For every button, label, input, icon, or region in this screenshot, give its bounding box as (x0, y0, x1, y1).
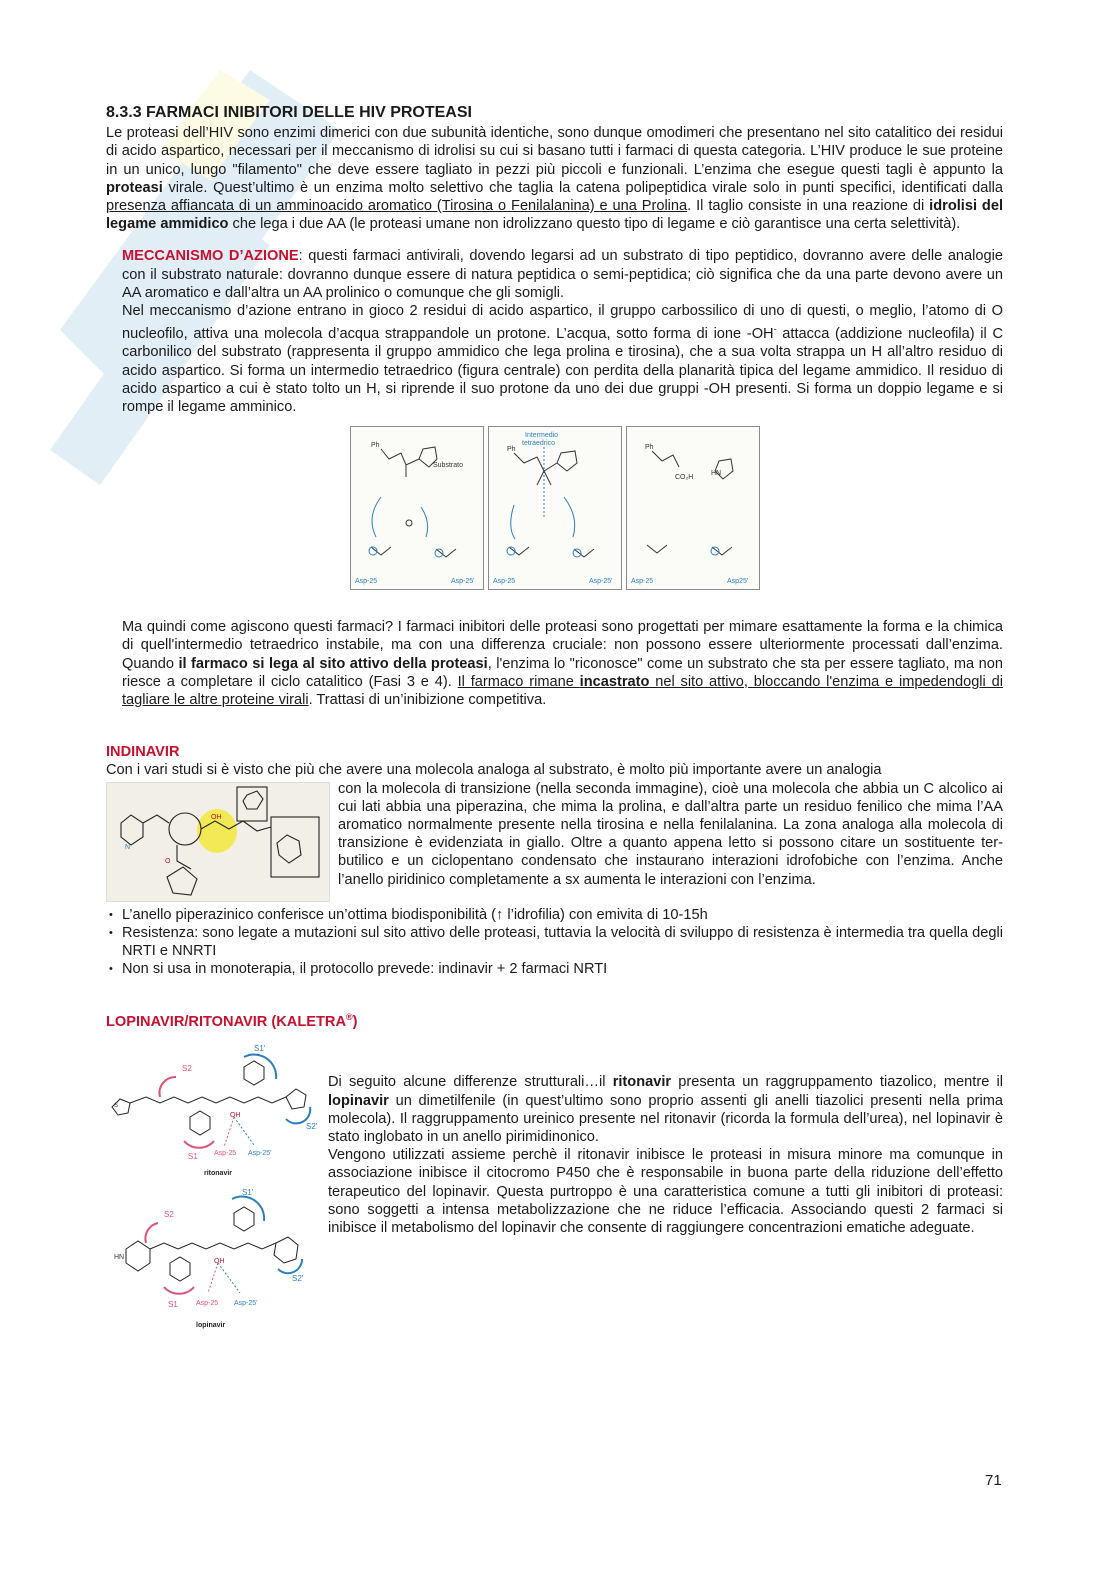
svg-text:OH: OH (211, 813, 222, 821)
svg-text:CO₂H: CO₂H (675, 474, 694, 482)
svg-text:S1': S1' (242, 1188, 254, 1198)
svg-text:Asp-25': Asp-25' (589, 578, 613, 586)
indinavir-title: INDINAVIR (106, 744, 180, 761)
svg-text:Asp25': Asp25' (727, 578, 749, 586)
svg-text:S1: S1 (188, 1152, 198, 1162)
svg-text:Intermedio: Intermedio (525, 432, 559, 440)
svg-text:OH: OH (230, 1112, 241, 1120)
svg-text:HN: HN (711, 470, 722, 478)
mechanism-block (106, 247, 1003, 416)
svg-text:Asp-25: Asp-25 (355, 578, 378, 586)
svg-text:S2': S2' (292, 1274, 304, 1284)
indinavir-structure-figure (106, 782, 330, 902)
how-they-work-block (106, 618, 1003, 709)
svg-text:lopinavir: lopinavir (196, 1322, 226, 1330)
indinavir-paragraph: con la molecola di transizione (nella seconda immagine), cioè una molecola che abbia un C alcolico ai cui lati abbia una piperazina, che mima la prolina, e dall’altra parte un residuo fenilico che mima l’AA aromatico normalmente presente nella tirosina e nella fenilalanina. La zona analoga alla molecola di transizione è evidenziata in giallo. Oltre a quanto appena letto si possono citare un sostituente ter-butilico e un ciclopentano condensato che instaurano interazioni idrofobiche con l’enzima. Anche l’anello piridinico completamente a sx aumenta le interazioni con l’enzima. (338, 780, 1003, 888)
kaletra-paragraph-2: Vengono utilizzati assieme perchè il ritonavir inibisce le proteasi in misura minore ma comunque in associazione inibisce il citocromo P450 che è responsabile in buona parte della riduzione dell’effetto terapeutico del lopinavir. Questa purtroppo è una caratteristica comune a tutti gli inibitori di proteasi: sono soggetti a intensa metabolizzazione che ne riduce l’efficacia. Associando questi 2 farmaci si inibisce il metabolismo del lopinavir che consente di raggiungere concentrazioni ematiche adeguate. (328, 1147, 1003, 1237)
svg-text:Ph: Ph (371, 442, 380, 450)
section-title: 8.3.3 FARMACI INIBITORI DELLE HIV PROTEASI (106, 104, 472, 121)
intro-paragraph: Le proteasi dell’HIV sono enzimi dimerici con due subunità identiche, sono dunque omodimeri che presentano nel sito catalitico dei residui di acido aspartico, necessari per il meccanismo di idrolisi su cui si basano tutti i farmaci di questa categoria. L’HIV produce le sue proteine in un unico, lungo "filamento" che deve essere tagliato in pezzi più piccoli e funzionali. L’enzima che esegue questi tagli è appunto la proteasi virale. Quest’ultimo è un enzima molto selettivo che taglia la catena polipeptidica virale solo in punti specifici, identificati dalla presenza affiancata di un amminoacido aromatico (Tirosina o Fenilalanina) e una Prolina. Il taglio consiste in una reazione di idrolisi del legame ammidico che lega i due AA (le proteasi umane non idrolizzano questo tipo di legame e ciò garantisce una certa selettività). (106, 125, 1003, 233)
list-item: • Resistenza: sono legate a mutazioni sul sito attivo delle proteasi, tuttavia la velocità di sviluppo di resistenza è intermedia tra quella degli NRTI e NNRTI (106, 924, 1003, 960)
indinavir-first-line: Con i vari studi si è visto che più che avere una molecola analoga al substrato, è molto più importante avere un analogia (106, 762, 882, 779)
svg-text:ritonavir: ritonavir (204, 1170, 233, 1178)
mechanism-label: MECCANISMO D’AZIONE (122, 248, 299, 265)
svg-text:Asp-25': Asp-25' (234, 1300, 258, 1308)
kaletra-paragraph-1: Di seguito alcune differenze strutturali…il ritonavir presenta un raggruppamento tiazolico, mentre il lopinavir un dimetilfenile (in quest’ultimo sono proprio assenti gli anelli tiazolici presenti nella prima molecola). Il raggruppamento ureinico presente nel ritonavir (ricorda la formula dell’urea), nel lopinavir è stato inglobato in un anello pirimidinonico. (328, 1074, 1003, 1146)
how-they-work-paragraph: Ma quindi come agiscono questi farmaci? I farmaci inibitori delle proteasi sono progettati per mimare esattamente la forma e la chimica di quell'intermedio tetraedrico instabile, ma con una differenza cruciale: non possono essere ulteriormente processati dall’enzima. Quando il farmaco si lega al sito attivo della proteasi, l'enzima lo "riconosce" come un substrato che sta per essere tagliato, ma non riesce a completare il ciclo catalitico (Fasi 3 e 4). Il farmaco rimane incastrato nel sito attivo, bloccando l'enzima e impedendogli di tagliare le altre proteine virali. Trattasi di un’inibizione competitiva. (122, 619, 1004, 708)
panel-tetrahedral-intermediate (488, 426, 622, 590)
indinavir-body (106, 780, 1003, 902)
svg-text:Asp-25': Asp-25' (248, 1150, 272, 1158)
mechanism-paragraph-2: Nel meccanismo d’azione entrano in gioco 2 residui di acido aspartico, il gruppo carbossilico di uno di questi, o meglio, l’atomo di O nucleofilo, attiva una molecola d’acqua strappandole un protone. L’acqua, sotto forma di ione -OH- attacca (addizione nucleofila) il C carbonilico del substrato (rappresenta il gruppo ammidico che lega prolina e tirosina), che a sua volta strappa un H all’altro residuo di acido aspartico. Si forma un intermedio tetraedrico (figura centrale) con perdita della planarità tipica del legame ammidico. Il residuo di acido aspartico a cui è stato tolto un H, si riprende il suo protone da uno dei due gruppi -OH presenti. Si forma un doppio legame e si rompe il legame amminico. (122, 303, 1003, 415)
svg-text:Ph: Ph (507, 446, 516, 454)
list-item: • L’anello piperazinico conferisce un’ottima biodisponibilità (↑ l’idrofilia) con emivita di 10-15h (106, 906, 1003, 924)
svg-text:HN: HN (114, 1254, 125, 1262)
svg-text:S1: S1 (168, 1300, 178, 1310)
svg-text:Asp-25: Asp-25 (214, 1150, 237, 1158)
svg-text:tetraedrico: tetraedrico (522, 440, 556, 448)
kaletra-title: LOPINAVIR/RITONAVIR (KALETRA®) (106, 1012, 358, 1031)
indinavir-bullet-list (106, 906, 1003, 979)
panel-products (626, 426, 760, 590)
svg-text:S: S (114, 1103, 119, 1110)
svg-text:Asp-25: Asp-25 (493, 578, 516, 586)
mechanism-paragraph-1: MECCANISMO D’AZIONE: questi farmaci antivirali, dovendo legarsi ad un substrato di tipo peptidico, dovranno avere delle analogie con il substrato naturale: dovranno dunque essere di natura peptidica o semi-peptidica; ciò significa che da una parte devono avere un AA aromatico e dall’altra un AA prolinico o comunque che gli somigli. (122, 248, 1003, 301)
svg-text:Asp-25: Asp-25 (196, 1300, 219, 1308)
ritonavir-lopinavir-structures (106, 1037, 318, 1337)
svg-text:Ph: Ph (645, 444, 654, 452)
list-item: • Non si usa in monoterapia, il protocollo prevede: indinavir + 2 farmaci NRTI (106, 960, 1003, 978)
svg-text:N: N (125, 843, 131, 851)
svg-text:O: O (165, 857, 171, 865)
svg-text:Substrato: Substrato (433, 462, 463, 470)
svg-text:OH: OH (214, 1258, 225, 1266)
kaletra-body (106, 1037, 1003, 1337)
page-content (106, 104, 1003, 1337)
mechanism-figure (350, 426, 1003, 590)
page-number: 71 (985, 1472, 1002, 1489)
svg-text:S2: S2 (164, 1210, 174, 1220)
panel-substrate (350, 426, 484, 590)
svg-text:Asp-25: Asp-25 (631, 578, 654, 586)
svg-text:Asp-25': Asp-25' (451, 578, 475, 586)
svg-text:S2: S2 (182, 1064, 192, 1074)
svg-text:S1': S1' (254, 1044, 266, 1054)
svg-text:S2': S2' (306, 1122, 318, 1132)
